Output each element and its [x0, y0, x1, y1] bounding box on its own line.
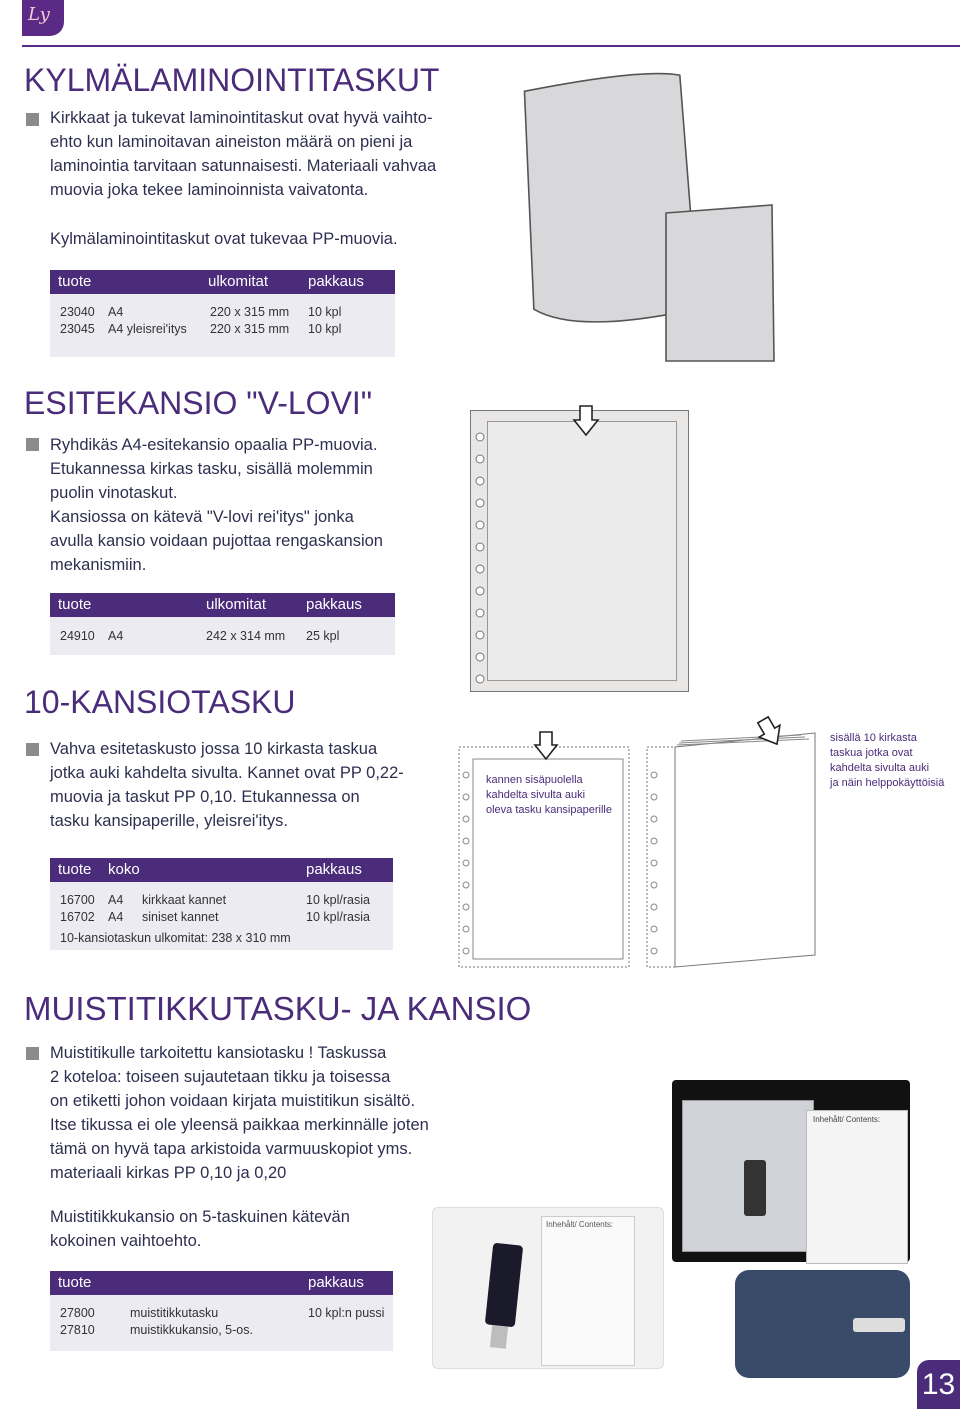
arrow-down-icon [533, 730, 559, 762]
v-lovi-folder-image [470, 410, 689, 692]
header-tuote: tuote [58, 273, 92, 290]
kylma-note: Kylmälaminointitaskut ovat tukevaa PP-muovia. [50, 230, 398, 248]
bullet-icon [26, 1047, 39, 1060]
kansiotasku-description: Vahva esitetaskusto jossa 10 kirkasta taskua jotka auki kahdelta sivulta. Kannet ovat PP 0,22- muovia ja taskut PP 0,10. Etukannessa on tasku kansipaperille, yleisrei'itys. [50, 740, 404, 830]
header-ulkomitat: ulkomitat [208, 273, 269, 290]
esite-description: Ryhdikäs A4-esitekansio opaalia PP-muovia. Etukannessa kirkas tasku, sisällä molemmin puolin vinotaskut. Kansiossa on kätevä "V-lovi rei'itys" jonka avulla kansio voidaan pujottaa rengaskansion mekanismiin. [50, 436, 383, 574]
arrow-diagonal-icon [756, 716, 786, 750]
laminating-pouch-image [510, 65, 780, 365]
table-header [50, 593, 395, 617]
bullet-icon [26, 438, 39, 451]
kylma-description: Kirkkaat ja tukevat laminointitaskut ovat hyvä vaihto- ehto kun laminoitavan aineiston määrä on pieni ja laminointia tarvitaan satunnaisesti. Materiaali vahvaa muovia joka tekee laminoinnista vaivatonta. [50, 109, 437, 199]
header-pakkaus: pakkaus [306, 861, 362, 878]
table-header [50, 1271, 393, 1295]
section-title-kansiotasku: 10-KANSIOTASKU [24, 684, 296, 720]
table-header [50, 858, 393, 882]
usb-folder-photo-closed [735, 1270, 910, 1378]
kylma-table: tuote ulkomitat pakkaus 23040 A4 220 x 315 mm 10 kpl 23045 A4 yleisrei'itys 220 x 315 mm 10 kpl [50, 270, 395, 357]
caption-inner-pockets: sisällä 10 kirkasta taskua jotka ovat kahdelta sivulta auki ja näin helppokäyttöisiä [830, 732, 945, 789]
section-title-kylma: KYLMÄLAMINOINTITASKUT [24, 62, 440, 98]
caption-cover-pocket: kannen sisäpuolella kahdelta sivulta auki oleva tasku kansipaperille [486, 774, 612, 816]
brand-logo: Ly [22, 0, 64, 36]
muisti-table: tuote pakkaus 27800 muistitikkutasku 10 kpl:n pussi 27810 muistikkukansio, 5-os. [50, 1271, 393, 1351]
header-pakkaus: pakkaus [308, 273, 364, 290]
usb-pocket-photo: Inhehålt/ Contents: [432, 1207, 664, 1369]
muisti-kansio-description: Muistitikkukansio on 5-taskuinen kätevän kokoinen vaihtoehto. [50, 1208, 350, 1250]
header-tuote: tuote [58, 1274, 92, 1291]
header-pakkaus: pakkaus [306, 596, 362, 613]
header-rule [22, 45, 960, 47]
header-pakkaus: pakkaus [308, 1274, 364, 1291]
section-title-muisti: MUISTITIKKUTASKU- JA KANSIO [24, 990, 532, 1027]
header-tuote: tuote [58, 861, 92, 878]
section-title-esite: ESITEKANSIO "V-LOVI" [24, 385, 373, 421]
bullet-icon [26, 743, 39, 756]
header-tuote: tuote [58, 596, 92, 613]
table-header [50, 270, 395, 294]
esite-table: tuote ulkomitat pakkaus 24910 A4 242 x 314 mm 25 kpl [50, 593, 395, 655]
muisti-description: Muistitikulle tarkoitettu kansiotasku ! Taskussa 2 koteloa: toiseen sujautetaan tikku ja toisessa on etiketti johon voidaan kirjata muistitikun sisältö. Itse tikussa ei ole yleensä paikkaa merkinnälle joten tämä on hyvä tapa arkistoida varmuuskopiot yms. materiaali kirkas PP 0,10 ja 0,20 [50, 1044, 429, 1182]
usb-folder-photo-open: Inhehålt/ Contents: [672, 1080, 910, 1262]
arrow-down-icon [572, 404, 600, 438]
header-koko: koko [108, 861, 140, 878]
page-number: 13 [917, 1360, 960, 1409]
header-ulkomitat: ulkomitat [206, 596, 267, 613]
bullet-icon [26, 113, 39, 126]
kansiotasku-table: tuote koko pakkaus 16700 A4 kirkkaat kannet 10 kpl/rasia 16702 A4 siniset kannet 10 kpl/rasia 10-kansiotaskun ulkomitat: 238 x 310 mm [50, 858, 393, 950]
